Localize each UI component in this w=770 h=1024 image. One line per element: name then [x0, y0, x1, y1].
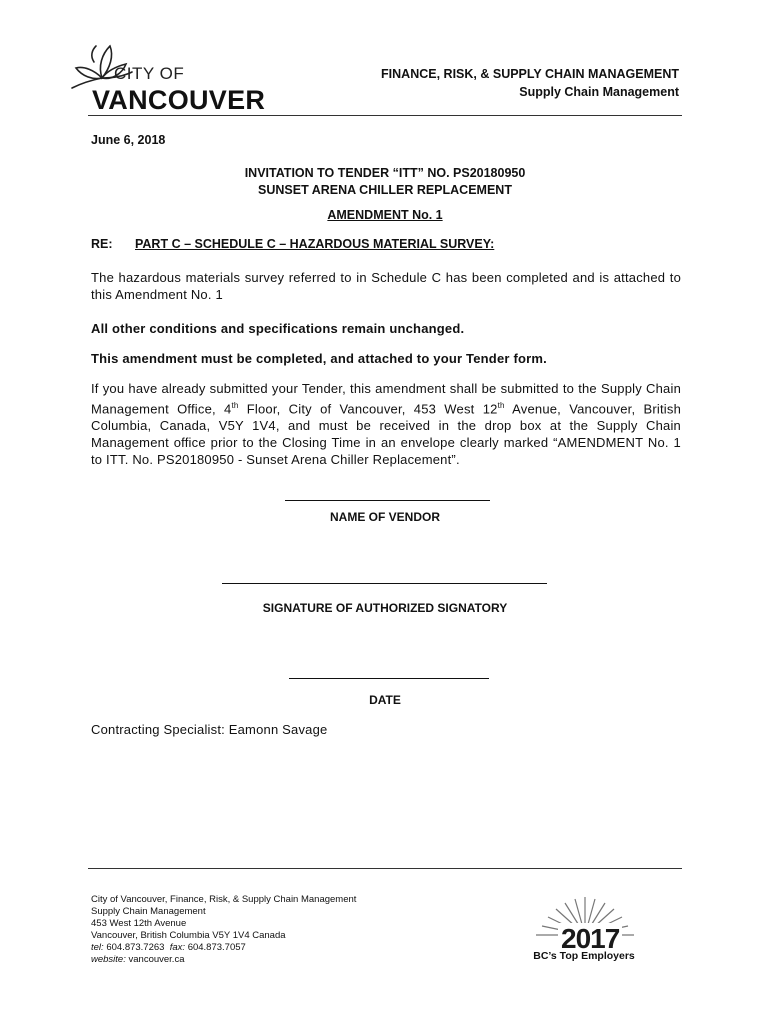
footer-line-street: 453 West 12th Avenue	[91, 918, 187, 929]
paragraph-survey: The hazardous materials survey referred to in Schedule C has been completed and is attached to this Amendment No. 1	[91, 270, 681, 302]
authorized-signature-line[interactable]	[222, 583, 547, 584]
amendment-wrapper	[0, 208, 770, 222]
logo-city-of: CITY OF	[114, 64, 185, 83]
submission-text-c: Avenue, Vancouver, British Columbia, Canada, V5Y 1V4, and must be received in the drop box at the Supply Chain Management office prior to the Closing Time in an envelope clearly marked “AMENDMENT No. 1 to ITT. No. PS20180950 - Sunset Arena Chiller Replacement”.	[91, 401, 682, 468]
fax-number: 604.873.7057	[187, 942, 246, 953]
amendment-title: AMENDMENT No. 1	[327, 208, 443, 222]
tel-number: 604.873.7263	[106, 942, 165, 953]
footer-line-city: Vancouver, British Columbia V5Y 1V4 Canada	[91, 930, 286, 941]
vendor-label: NAME OF VENDOR	[329, 510, 440, 524]
footer-line-phone	[91, 942, 356, 954]
footer-line-org: City of Vancouver, Finance, Risk, & Supply Chain Management	[91, 894, 357, 905]
tender-title: INVITATION TO TENDER “ITT” NO. PS20180950	[244, 166, 526, 180]
superscript-th-2: th	[497, 401, 505, 410]
signatory-label: SIGNATURE OF AUTHORIZED SIGNATORY	[262, 601, 508, 615]
submission-text-b: Floor, City of Vancouver, 453 West 12	[238, 401, 498, 417]
footer-line-dept: Supply Chain Management	[91, 906, 206, 917]
vendor-signature-line[interactable]	[285, 500, 490, 501]
document-date: June 6, 2018	[91, 133, 166, 147]
footer-divider	[88, 868, 682, 869]
date-label: DATE	[369, 693, 401, 707]
footer-line-web	[91, 954, 356, 966]
top-employers-badge	[528, 893, 643, 963]
badge-caption: BC’s Top Employers	[533, 950, 635, 962]
re-subject: PART C – SCHEDULE C – HAZARDOUS MATERIAL SURVEY:	[135, 237, 495, 251]
tel-label: tel:	[91, 942, 104, 953]
department-heading: FINANCE, RISK, & SUPPLY CHAIN MANAGEMENT	[381, 67, 679, 81]
fax-label: fax:	[169, 942, 186, 953]
paragraph-conditions: All other conditions and specifications remain unchanged.	[91, 321, 465, 336]
website-label: website:	[91, 954, 126, 965]
website-link[interactable]: vancouver.ca	[128, 954, 185, 965]
header-divider	[88, 115, 682, 116]
paragraph-submission	[91, 380, 681, 468]
date-signature-line[interactable]	[289, 678, 489, 679]
submission-text-a: If you have already submitted your Tender, this amendment shall be submitted to the Supply Chain Management Office, 4	[91, 381, 681, 417]
paragraph-instruction: This amendment must be completed, and attached to your Tender form.	[91, 351, 547, 366]
city-of-vancouver-logo	[58, 40, 266, 118]
re-label: RE:	[91, 237, 113, 251]
project-title: SUNSET ARENA CHILLER REPLACEMENT	[258, 183, 512, 197]
superscript-th-1: th	[231, 401, 239, 410]
footer-address	[91, 894, 356, 966]
contracting-specialist: Contracting Specialist: Eamonn Savage	[91, 722, 328, 737]
badge-year: 2017	[558, 923, 622, 955]
re-line	[91, 237, 494, 251]
department-subheading: Supply Chain Management	[519, 85, 679, 99]
logo-vancouver: VANCOUVER	[92, 85, 266, 115]
